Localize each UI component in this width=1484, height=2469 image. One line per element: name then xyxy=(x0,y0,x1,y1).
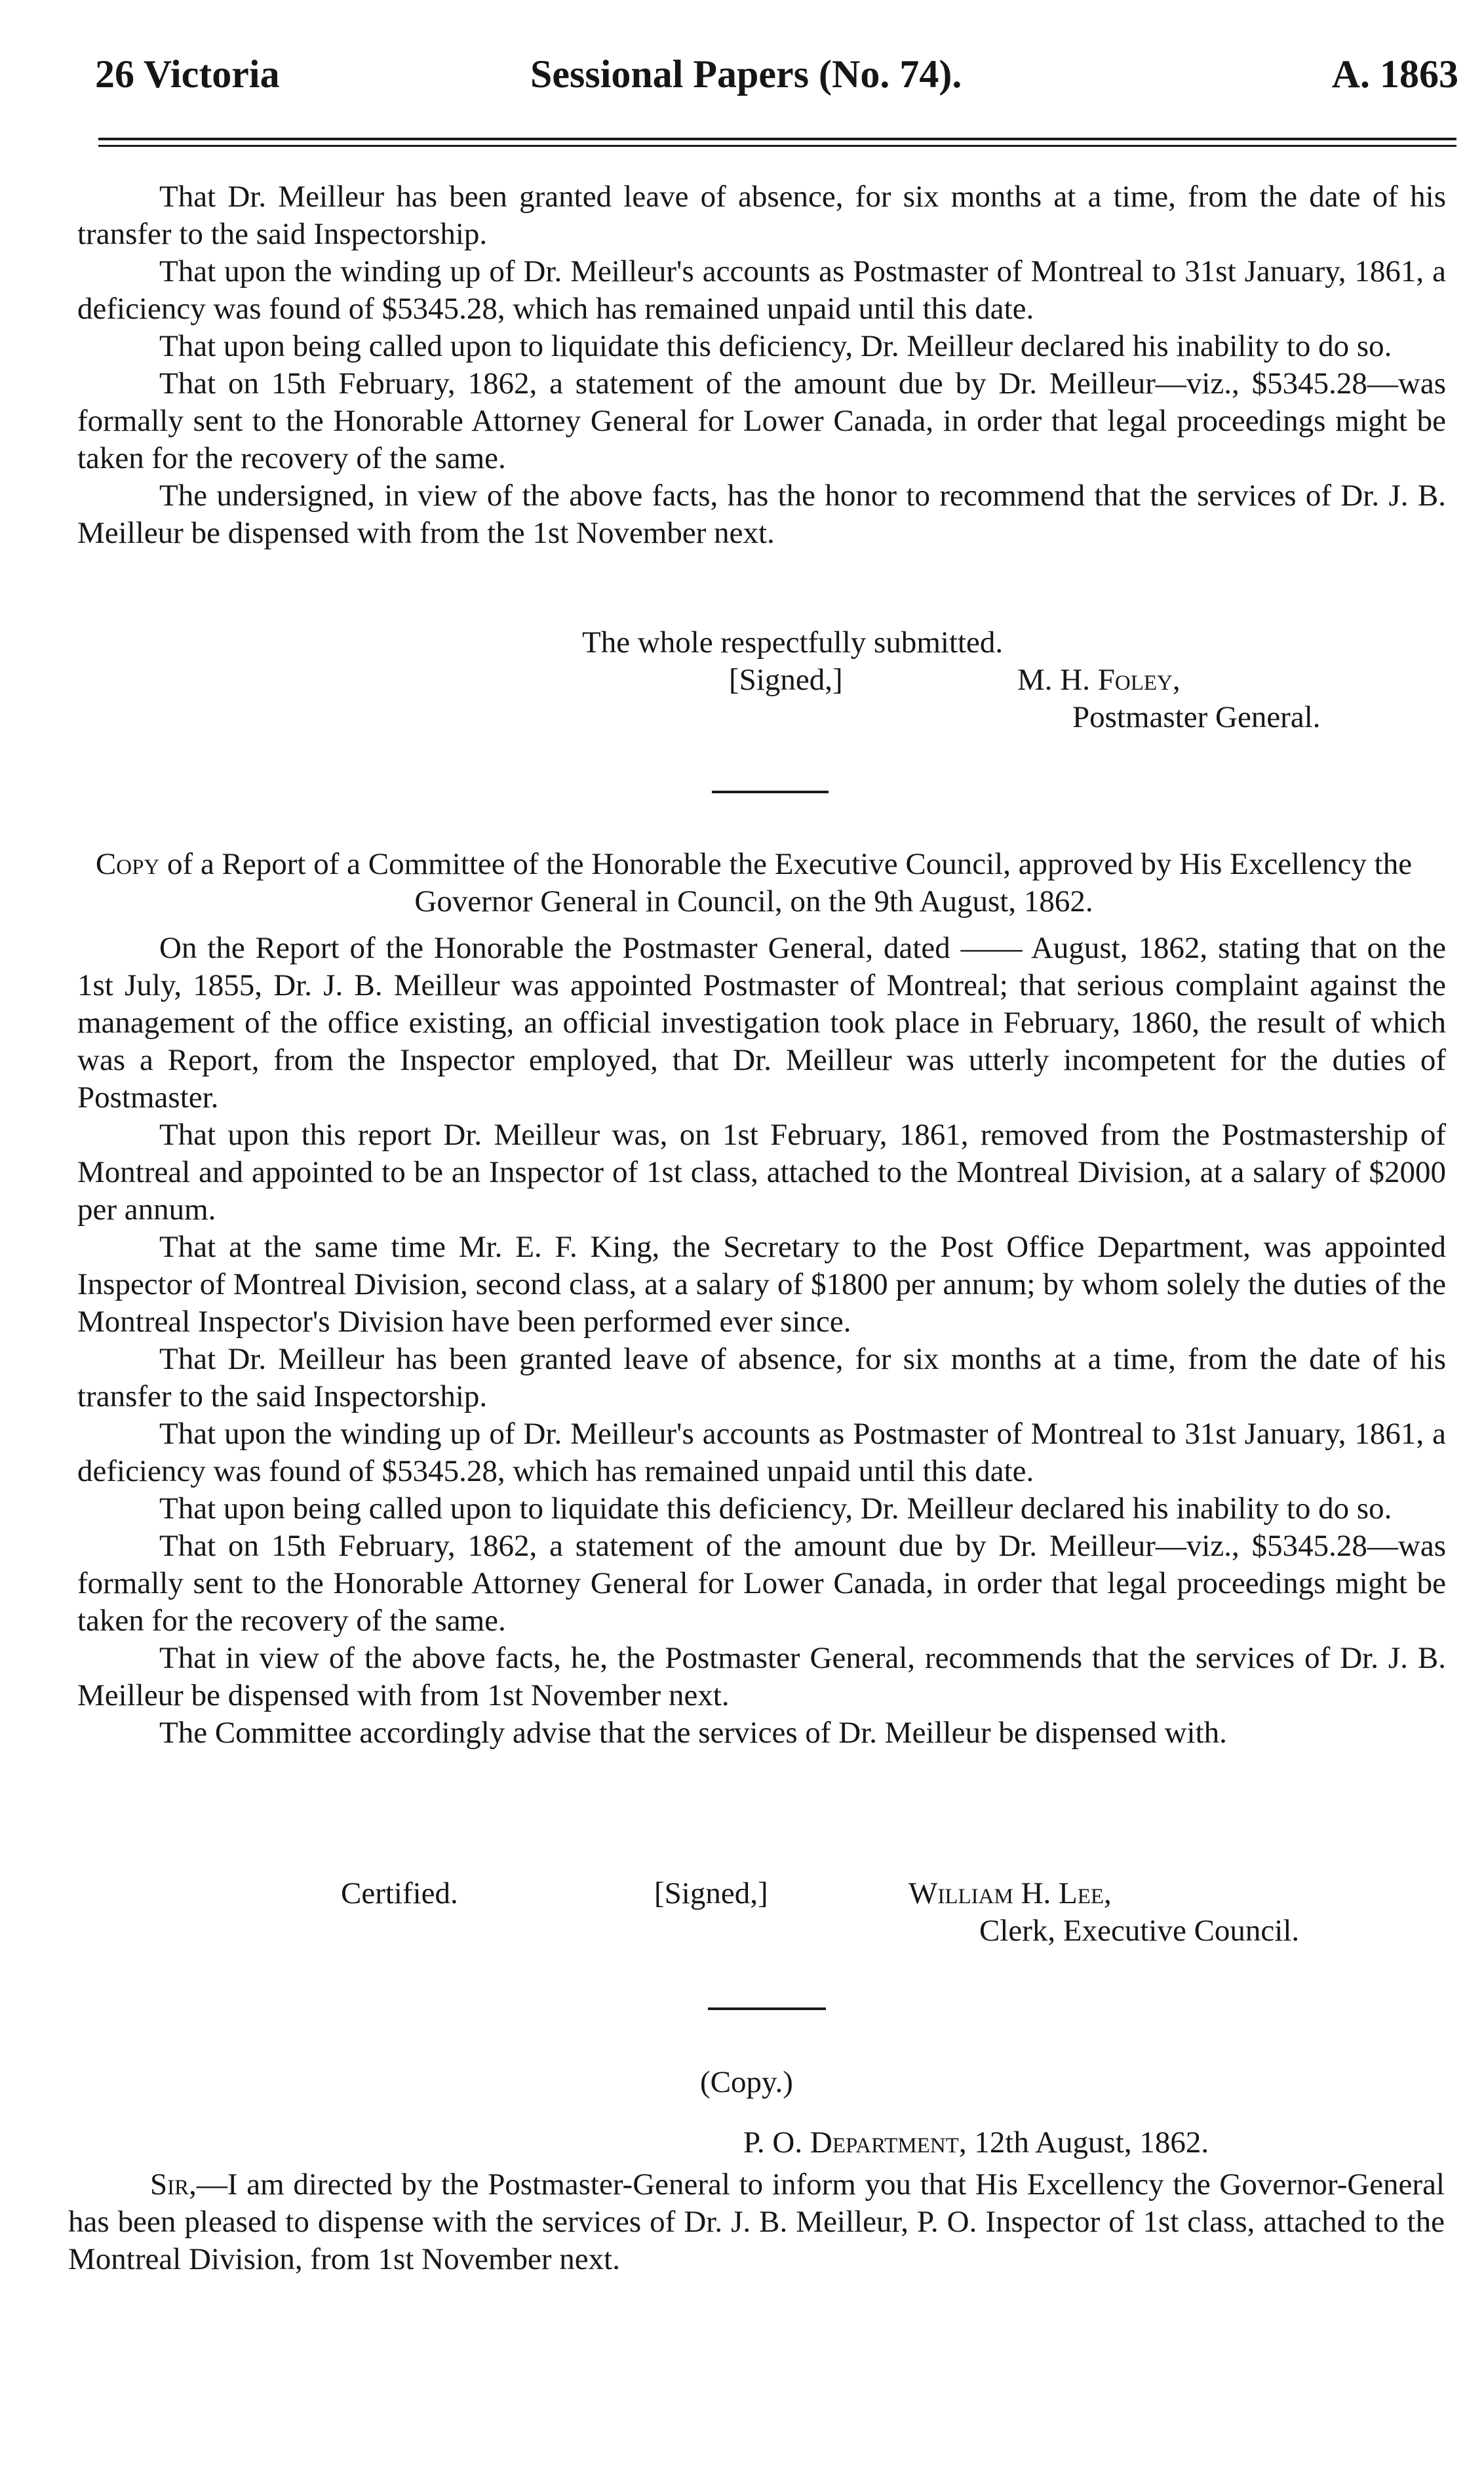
copy-label: (Copy.) xyxy=(700,2065,793,2099)
signer-title: Clerk, Executive Council. xyxy=(979,1914,1300,1948)
certified-label: Certified. xyxy=(341,1876,458,1910)
running-head xyxy=(95,45,1458,104)
signer-name: M. H. Foley, xyxy=(1017,663,1181,697)
section-divider xyxy=(712,791,829,793)
paragraph: The Committee accordingly advise that the services of Dr. Meilleur be dispensed with. xyxy=(159,1716,1227,1750)
signed-mark: [Signed,] xyxy=(654,1876,768,1910)
heading-text: of a Report of a Committee of the Honorable the Executive Council, approved by His Excellency the Governor General in Council, on the 9th August, 1862. xyxy=(159,847,1413,918)
paragraph: That upon the winding up of Dr. Meilleur's accounts as Postmaster of Montreal to 31st January, 1861, a deficiency was found of $5345.28, which has remained unpaid until this date. xyxy=(77,1417,1446,1488)
paragraph: That upon the winding up of Dr. Meilleur's accounts as Postmaster of Montreal to 31st January, 1861, a deficiency was found of $5345.28, which has remained unpaid until this date. xyxy=(77,254,1446,326)
committee-report-heading xyxy=(66,846,1442,920)
letter-text: —I am directed by the Postmaster-General to inform you that His Excellency the Governor-General has been pleased to dispense with the services of Dr. J. B. Meilleur, P. O. Inspector of 1st class, attached to the Montreal Division, from 1st November next. xyxy=(68,2167,1445,2276)
paragraph: That upon being called upon to liquidate this deficiency, Dr. Meilleur declared his inability to do so. xyxy=(159,329,1392,363)
paragraph: That Dr. Meilleur has been granted leave of absence, for six months at a time, from the date of his transfer to the said Inspectorship. xyxy=(77,1342,1446,1413)
signer-name: William H. Lee, xyxy=(908,1876,1112,1910)
paragraph: That on 15th February, 1862, a statement of the amount due by Dr. Meilleur—viz., $5345.28—was formally sent to the Honorable Attorney General for Lower Canada, in order that legal proceedings might be taken for the recovery of the same. xyxy=(77,366,1446,475)
paragraph: That upon this report Dr. Meilleur was, on 1st February, 1861, removed from the Postmastership of Montreal and appointed to be an Inspector of 1st class, attached to the Montreal Division, at a salary of $2000 per annum. xyxy=(77,1118,1446,1227)
signed-mark: [Signed,] xyxy=(729,663,843,697)
committee-report-body xyxy=(77,930,1446,1752)
paragraph: The undersigned, in view of the above facts, has the honor to recommend that the services of Dr. J. B. Meilleur be dispensed with from the 1st November next. xyxy=(77,479,1446,550)
header-title: Sessional Papers (No. 74). xyxy=(530,52,962,96)
header-session: 26 Victoria xyxy=(95,52,280,96)
signature-block-lee xyxy=(0,1875,1484,1954)
paragraph: That at the same time Mr. E. F. King, the Secretary to the Post Office Department, was appointed Inspector of Montreal Division, second class, at a salary of $1800 per annum; by whom solely the duties of the Montreal Inspector's Division have been performed ever since. xyxy=(77,1230,1446,1339)
signer-title: Postmaster General. xyxy=(1072,700,1321,734)
paragraph: That on 15th February, 1862, a statement of the amount due by Dr. Meilleur—viz., $5345.28—was formally sent to the Honorable Attorney General for Lower Canada, in order that legal proceedings might be taken for the recovery of the same. xyxy=(77,1529,1446,1638)
section-divider xyxy=(708,2007,826,2010)
heading-copy-word: Copy xyxy=(95,847,160,881)
letter-dateline xyxy=(743,2124,1209,2162)
letter-heading xyxy=(0,2064,1484,2169)
closing-line: The whole respectfully submitted. xyxy=(582,625,1004,660)
paragraph: On the Report of the Honorable the Postmaster General, dated —— August, 1862, stating that on the 1st July, 1855, Dr. J. B. Meilleur was appointed Postmaster of Montreal; that serious complaint against the management of the office existing, an official investigation took place in February, 1860, the result of which was a Report, from the Inspector employed, that Dr. Meilleur was utterly incompetent for the duties of Postmaster. xyxy=(77,931,1446,1115)
report-continuation xyxy=(77,178,1446,552)
department-name: P. O. Department xyxy=(743,2125,959,2160)
paragraph: That upon being called upon to liquidate this deficiency, Dr. Meilleur declared his inability to do so. xyxy=(159,1491,1392,1526)
header-double-rule xyxy=(98,138,1456,147)
paragraph: That in view of the above facts, he, the Postmaster General, recommends that the services of Dr. J. B. Meilleur be dispensed with from 1st November next. xyxy=(77,1641,1446,1712)
letter-body xyxy=(68,2166,1445,2278)
letter-date: , 12th August, 1862. xyxy=(958,2125,1209,2160)
header-year: A. 1863 xyxy=(1331,52,1458,96)
paragraph xyxy=(68,2166,1445,2278)
signature-block-foley xyxy=(0,624,1484,742)
salutation: Sir, xyxy=(150,2167,197,2202)
paragraph: That Dr. Meilleur has been granted leave of absence, for six months at a time, from the date of his transfer to the said Inspectorship. xyxy=(77,180,1446,251)
